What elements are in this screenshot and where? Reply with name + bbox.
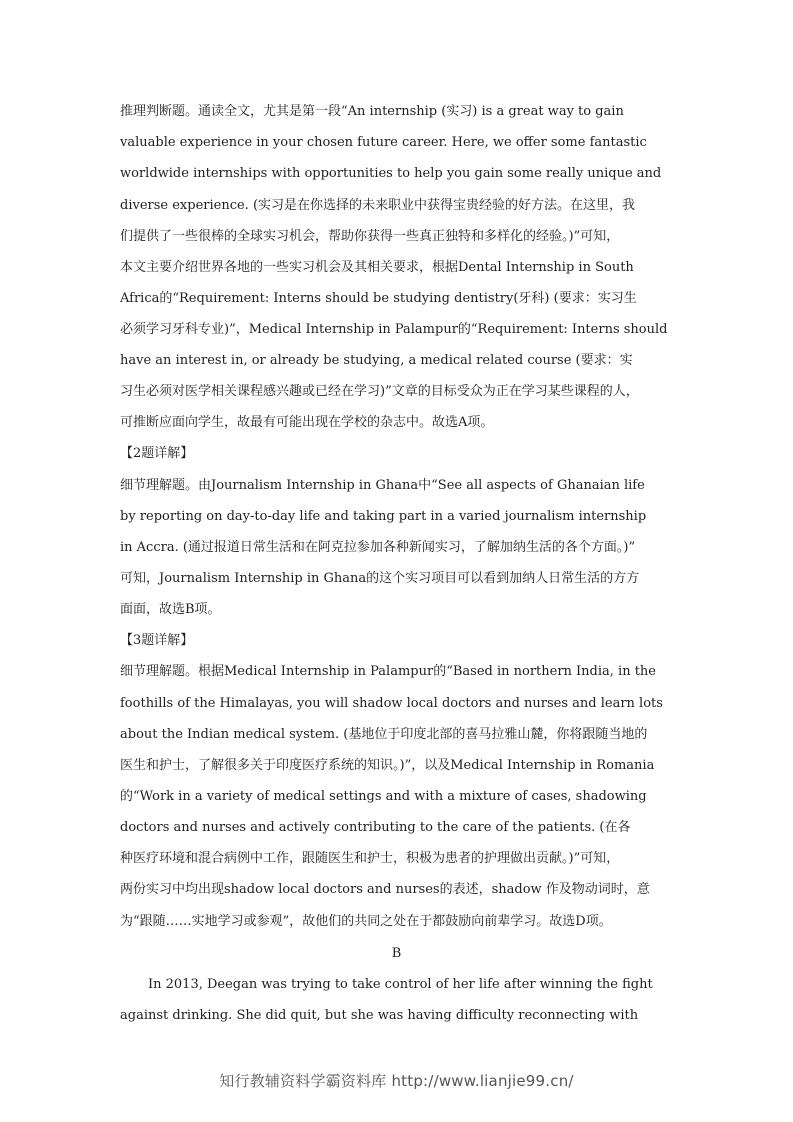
text-line: Africa的“Requirement: Interns should be studying dentistry(牙科) (要求：实习生: [120, 291, 637, 306]
passage-line: In 2013, Deegan was trying to take control of her life after winning the fight: [148, 977, 653, 992]
text-line: 面面，故选B项。: [120, 602, 221, 617]
text-line: 必须学习牙科专业)”，Medical Internship in Palampur的“Requirement: Interns should: [120, 322, 668, 337]
text-line: by reporting on day-to-day life and taking part in a varied journalism internship: [120, 509, 647, 524]
text-line: worldwide internships with opportunities to help you gain some really unique and: [120, 166, 662, 181]
section-label: B: [391, 946, 402, 961]
text-line: 细节理解题。由Journalism Internship in Ghana中“See all aspects of Ghanaian life: [120, 478, 645, 493]
text-line: 本文主要介绍世界各地的一些实习机会及其相关要求，根据Dental Internship in South: [120, 260, 634, 275]
text-line: in Accra. (通过报道日常生活和在阿克拉参加各种新闻实习，了解加纳生活的各个方面。)”: [120, 540, 636, 555]
text-line: 种医疗环境和混合病例中工作，跟随医生和护士，积极为患者的护理做出贡献。)”可知，: [120, 851, 620, 866]
section-heading: 【3题详解】: [120, 633, 194, 648]
text-line: 可知，Journalism Internship in Ghana的这个实习项目可以看到加纳人日常生活的方方: [120, 571, 640, 586]
passage-line: against drinking. She did quit, but she was having difficulty reconnecting with: [120, 1008, 639, 1023]
text-line: valuable experience in your chosen future career. Here, we offer some fantastic: [120, 135, 647, 150]
text-line: doctors and nurses and actively contributing to the care of the patients. (在各: [120, 820, 631, 835]
footer-watermark: 知行教辅资料学霸资料库 http://www.lianjie99.cn/: [219, 1072, 574, 1090]
text-line: 医生和护士，了解很多关于印度医疗系统的知识。)”，以及Medical Internship in Romania: [120, 758, 655, 773]
text-line: diverse experience. (实习是在你选择的未来职业中获得宝贵经验的好方法。在这里，我: [120, 198, 636, 213]
text-line: 习生必须对医学相关课程感兴趣或已经在学习)”文章的目标受众为正在学习某些课程的人，: [120, 384, 639, 399]
text-line: foothills of the Himalayas, you will shadow local doctors and nurses and learn lots: [120, 696, 663, 711]
section-heading: 【2题详解】: [120, 446, 194, 461]
text-line: have an interest in, or already be studying, a medical related course (要求：实: [120, 353, 633, 368]
text-line: 为“跟随……实地学习或参观”，故他们的共同之处在于都鼓励向前辈学习。故选D项。: [120, 914, 612, 929]
text-line: 两份实习中均出现shadow local doctors and nurses的表述，shadow 作及物动词时，意: [120, 882, 650, 897]
text-line: 推理判断题。通读全文，尤其是第一段“An internship (实习) is a great way to gain: [120, 104, 624, 119]
text-line: 的“Work in a variety of medical settings and with a mixture of cases, shadowing: [120, 789, 647, 804]
text-line: 可推断应面向学生，故最有可能出现在学校的杂志中。故选A项。: [120, 415, 494, 430]
text-line: 细节理解题。根据Medical Internship in Palampur的“Based in northern India, in the: [120, 664, 657, 679]
text-line: 们提供了一些很棒的全球实习机会，帮助你获得一些真正独特和多样化的经验。)”可知，: [120, 229, 620, 244]
text-line: about the Indian medical system. (基地位于印度北部的喜马拉雅山麓，你将跟随当地的: [120, 727, 648, 742]
